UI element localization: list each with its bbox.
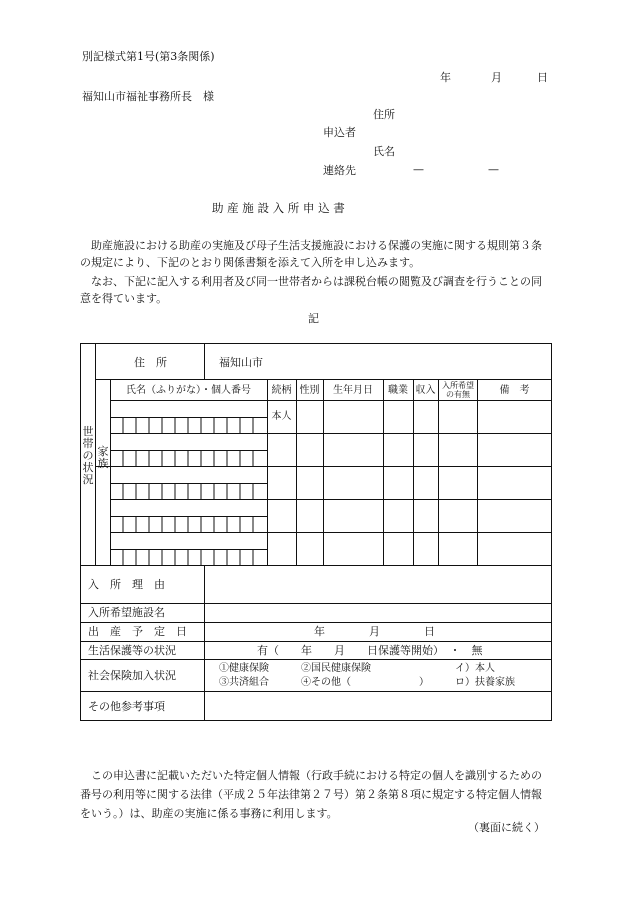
welfare-label: 生活保護等の状況 <box>88 644 176 657</box>
insurance-national: ②国民健康保険 <box>301 663 371 674</box>
column-job: 職業 <box>388 385 408 396</box>
applicant-name-label: 氏名 <box>373 145 395 158</box>
column-sex: 性別 <box>299 385 320 396</box>
insurance-label: 社会保険加入状況 <box>88 669 176 682</box>
intro-paragraph-1: 助産施設における助産の実施及び母子生活支援施設における保護の実施に関する規則第３条の規定により、下記のとおり関係書類を添えて入所を申し込みます。 <box>80 239 542 269</box>
column-name: 氏名（ふりがな）・個人番号 <box>126 385 251 396</box>
date-day-label: 日 <box>537 71 548 84</box>
column-income: 収入 <box>415 385 436 396</box>
column-birthdate: 生年月日 <box>333 385 373 396</box>
insurance-other-close: ） <box>419 677 429 688</box>
insured-dependent: ロ）扶養家族 <box>455 677 515 688</box>
due-date-row-top <box>80 622 552 623</box>
household-label: 世 帯 の 状 況 <box>82 425 94 486</box>
insurance-mutual: ③共済組合 <box>219 677 269 688</box>
page-title: 助 産 施 設 入 所 申 込 書 <box>212 201 345 215</box>
household-col-divider <box>95 343 96 565</box>
col-sep-relation <box>267 379 268 565</box>
insured-self: イ）本人 <box>455 663 495 674</box>
contact-dash-1: — <box>413 163 424 176</box>
col-sep-birthdate <box>323 379 324 565</box>
facility-row-top <box>80 603 552 604</box>
insurance-row-top <box>80 659 552 660</box>
col-sep-sex <box>296 379 297 565</box>
other-notes-label: その他参考事項 <box>88 700 165 713</box>
continued-note: （裏面に続く） <box>468 821 545 834</box>
lower-label-divider <box>204 565 205 721</box>
date-year-label: 年 <box>440 71 451 84</box>
due-date-label: 出 産 予 定 日 <box>88 625 187 638</box>
address-value: 福知山市 <box>219 356 263 369</box>
ki-mark: 記 <box>308 312 319 325</box>
reason-label: 入 所 理 由 <box>88 578 165 591</box>
intro-paragraph-2: なお、下記に記入する利用者及び同一世帯者からは課税台帳の閲覧及び調査を行うことの同意を得ています。 <box>80 275 542 305</box>
family-label: 家 族 <box>97 445 109 470</box>
addressee: 福知山市福祉事務所長 様 <box>82 90 214 103</box>
welfare-row-top <box>80 641 552 642</box>
other-row-top <box>80 691 552 692</box>
reason-row-top <box>80 565 552 566</box>
privacy-note: この申込書に記載いただいた特定個人情報（行政手続における特定の個人を識別するための番号の利用等に関する法律（平成２５年法律第２７号）第２条第８項に規定する特定個人情報をいう。）は、助産の実施に係る事務に利用します。 <box>80 769 542 820</box>
column-wish: 入所希望の有無 <box>442 381 474 399</box>
col-sep-job <box>383 379 384 565</box>
contact-dash-2: — <box>488 163 499 176</box>
date-month-label: 月 <box>491 71 502 84</box>
contact-label: 連絡先 <box>323 164 356 177</box>
self-label: 本人 <box>271 411 292 422</box>
applicant-label: 申込者 <box>323 126 356 139</box>
col-sep-wish <box>438 379 439 565</box>
address-label-divider <box>204 343 205 379</box>
applicant-address-label: 住所 <box>373 108 395 121</box>
column-remarks: 備 考 <box>499 385 530 396</box>
due-date-value: 年 月 日 <box>314 625 435 638</box>
individual-number-grid <box>110 400 267 565</box>
insurance-health: ①健康保険 <box>219 663 269 674</box>
welfare-value: 有（ 年 月 日保護等開始） ・ 無 <box>257 644 483 657</box>
form-number: 別記様式第1号(第3条関係) <box>82 50 215 63</box>
column-relation: 続柄 <box>271 385 292 396</box>
facility-label: 入所希望施設名 <box>88 606 165 619</box>
address-label: 住 所 <box>134 356 167 369</box>
col-sep-remarks <box>477 379 478 565</box>
insurance-other: ④その他（ <box>301 677 351 688</box>
col-sep-income <box>413 379 414 565</box>
